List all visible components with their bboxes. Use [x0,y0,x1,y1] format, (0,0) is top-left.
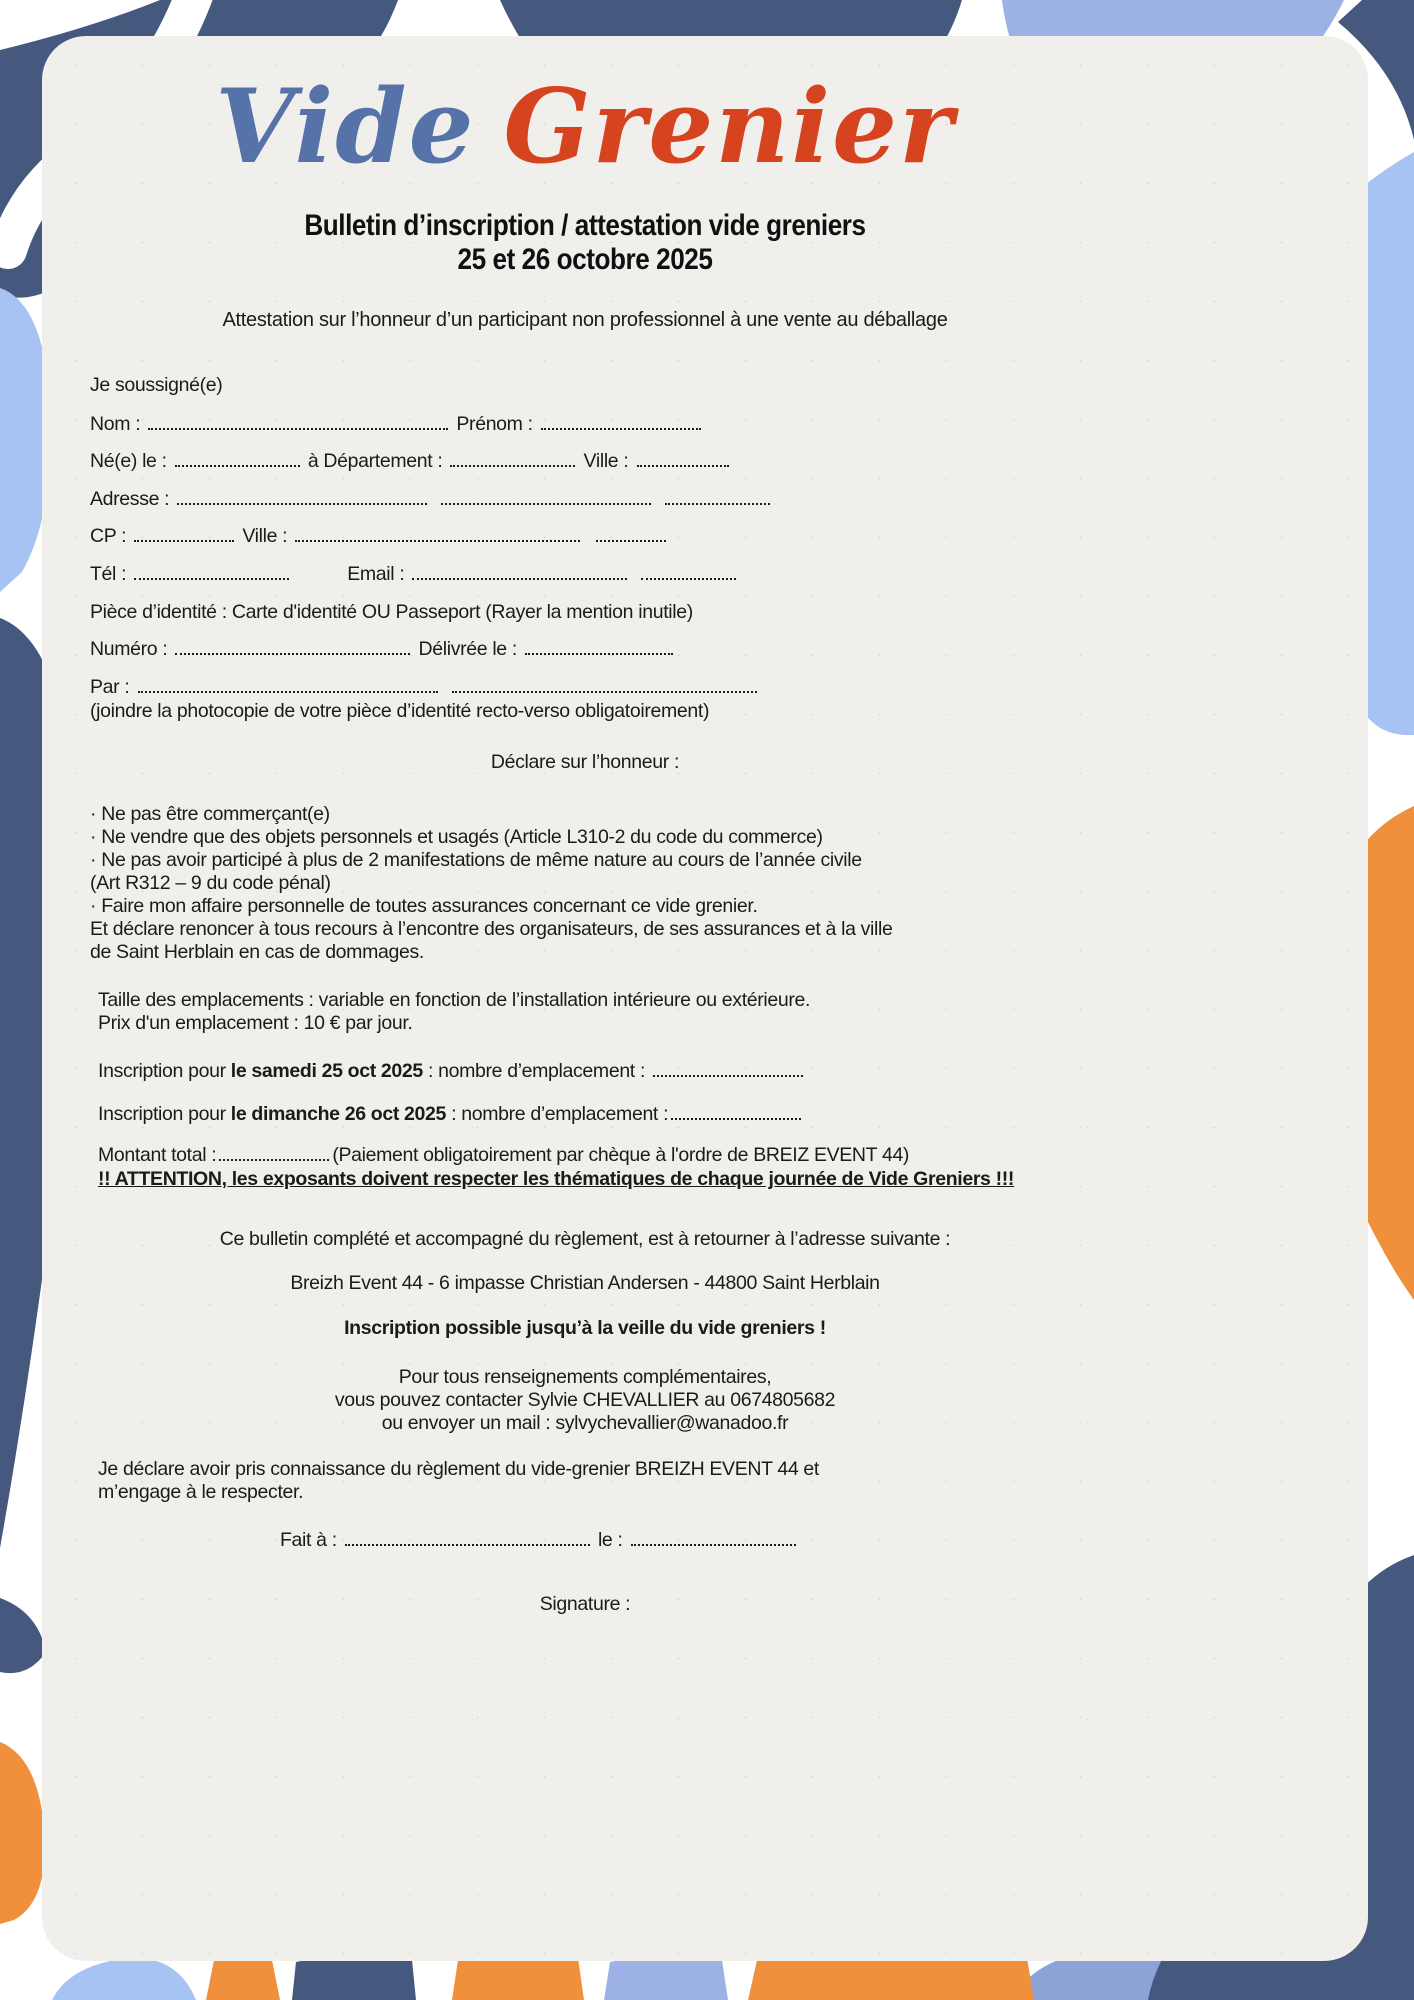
dotted-fill-line [653,1060,803,1077]
text-segment: Adresse : [90,487,175,510]
dotted-fill-line [412,563,627,580]
text-segment: Né(e) le : [90,450,172,473]
row-bullet-3 [90,849,1080,871]
dotted-fill-line [345,1529,590,1546]
dotted-fill-line [148,413,448,430]
row-taille [90,989,1080,1011]
row-adresse-retour [90,1272,1080,1295]
text-segment: Pour tous renseignements complémentaires, [398,1365,772,1388]
dotted-fill-line [665,488,770,505]
text-segment: : nombre d’emplacement : [446,1103,669,1126]
border-blob-navy [292,1954,416,2000]
heading-line2: 25 et 26 octobre 2025 [457,242,713,276]
text-segment: Pièce d’identité : Carte d'identité OU Passeport (Rayer la mention inutile) [90,600,693,623]
dotted-fill-line [596,525,666,542]
row-inscription-dimanche [90,1103,1080,1126]
text-segment: Inscription pour [98,1103,231,1126]
row-retour [90,1228,1080,1251]
row-renonce-1 [90,918,1080,940]
row-inscription-samedi [90,1060,1080,1083]
dotted-fill-line [637,450,729,467]
text-segment: Nom : [90,412,146,435]
text-segment: ou envoyer un mail : sylvychevallier@wanadoo.fr [381,1411,789,1434]
text-segment: Signature : [539,1593,631,1616]
text-segment: Délivrée le : [413,638,523,661]
row-piece-identite [90,601,1080,624]
title-word-vide: Vide [215,67,476,187]
row-renseignements-2 [90,1389,1080,1411]
text-segment: Ce bulletin complété et accompagné du règlement, est à retourner à l’adresse suivante : [219,1227,951,1250]
dotted-fill-line [134,525,234,542]
row-je-soussigne [90,374,1080,397]
text-segment: Ville : [237,525,293,548]
row-declare-titre [90,751,1080,774]
text-segment: le : [592,1528,628,1551]
row-attention [90,1168,1080,1190]
text-segment: Inscription pour [98,1060,231,1083]
text-segment: · Ne pas être commerçant(e) [90,803,330,826]
text-segment: de Saint Herblain en cas de dommages. [90,941,424,964]
row-prix [90,1012,1080,1034]
text-segment: Breizh Event 44 - 6 impasse Christian Andersen - 44800 Saint Herblain [290,1272,880,1295]
dotted-fill-line [219,1144,329,1161]
dotted-fill-line [441,488,651,505]
row-bullet-3b [90,872,1080,894]
dotted-fill-line [641,563,736,580]
dotted-fill-line [450,450,575,467]
text-segment: (joindre la photocopie de votre pièce d’identité recto-verso obligatoirement) [90,700,710,723]
row-reglement-1 [90,1458,1080,1480]
text-segment: !! ATTENTION, les exposants doivent respecter les thématiques de chaque journée de Vide Greniers !!! [98,1167,1015,1190]
form-body [90,374,1080,1616]
dotted-fill-line [138,676,438,693]
text-segment: : nombre d’emplacement : [422,1060,651,1083]
text-segment: Déclare sur l’honneur : [490,750,680,773]
row-fait-a [90,1529,1080,1552]
row-par [90,676,1080,699]
row-bullet-2 [90,826,1080,848]
form-paper [42,36,1368,1961]
border-blob-periwinkle [604,1955,728,2000]
row-naissance [90,450,1080,473]
text-segment: · Ne vendre que des objets personnels et usagés (Article L310-2 du code du commerce) [90,826,823,849]
text-segment: à Département : [302,450,448,473]
text-segment: · Ne pas avoir participé à plus de 2 manifestations de même nature au cours de l’année civile [90,849,862,872]
title-word-grenier: Grenier [503,67,955,187]
row-renseignements-1 [90,1366,1080,1388]
row-tel-email [90,563,1080,586]
row-deadline [90,1317,1080,1340]
text-segment: le dimanche 26 oct 2025 [230,1103,447,1126]
form-content [90,52,1080,1616]
row-adresse [90,488,1080,511]
dotted-fill-line [175,450,300,467]
text-segment: Par : [90,675,135,698]
row-renseignements-3 [90,1412,1080,1434]
text-segment: Ville : [578,450,634,473]
text-segment: (Art R312 – 9 du code pénal) [90,872,331,895]
border-blob-orange [206,1956,280,2000]
text-segment: le samedi 25 oct 2025 [230,1060,423,1083]
dotted-fill-line [295,525,580,542]
text-segment: (Paiement obligatoirement par chèque à l'ordre de BREIZ EVENT 44) [332,1143,910,1166]
dotted-fill-line [631,1529,796,1546]
row-signature [90,1593,1080,1616]
row-renonce-2 [90,941,1080,963]
row-numero [90,638,1080,661]
text-segment: m’engage à le respecter. [98,1480,304,1503]
dotted-fill-line [525,638,673,655]
row-bullet-1 [90,803,1080,825]
text-segment: Inscription possible jusqu’à la veille du vide greniers ! [344,1316,826,1339]
dotted-fill-line [541,413,701,430]
row-montant-total [90,1144,1080,1166]
attestation-subtitle: Attestation sur l’honneur d’un participant non professionnel à une vente au déballage [222,309,948,331]
text-segment: vous pouvez contacter Sylvie CHEVALLIER au 0674805682 [334,1388,836,1411]
heading-line1: Bulletin d’inscription / attestation vide greniers [304,209,866,242]
text-segment: Je déclare avoir pris connaissance du règlement du vide-grenier BREIZH EVENT 44 et [98,1457,819,1480]
dotted-fill-line [671,1103,801,1120]
text-segment: CP : [90,525,132,548]
row-cp-ville [90,525,1080,548]
text-segment: Tél : [90,563,132,586]
text-segment: Email : [347,563,410,586]
dotted-fill-line [177,488,427,505]
text-segment: · Faire mon affaire personnelle de toutes assurances concernant ce vide grenier. [90,895,758,918]
dotted-fill-line [134,563,289,580]
page-title [90,52,1080,210]
text-segment: Je soussigné(e) [90,374,223,396]
text-segment: Prix d'un emplacement : 10 € par jour. [98,1012,413,1035]
text-segment: Fait à : [280,1528,342,1551]
text-segment: Numéro : [90,638,173,661]
row-nom-prenom [90,413,1080,436]
row-reglement-2 [90,1481,1080,1503]
text-segment: Taille des emplacements : variable en fonction de l’installation intérieure ou extérieure. [98,989,811,1012]
row-joindre [90,700,1080,722]
text-segment: Prénom : [451,412,538,435]
text-segment: Et déclare renoncer à tous recours à l’encontre des organisateurs, de ses assurances et à la ville [90,918,893,941]
text-segment: Montant total : [98,1143,217,1166]
dotted-fill-line [175,638,410,655]
dotted-fill-line [452,676,757,693]
row-bullet-4 [90,895,1080,917]
